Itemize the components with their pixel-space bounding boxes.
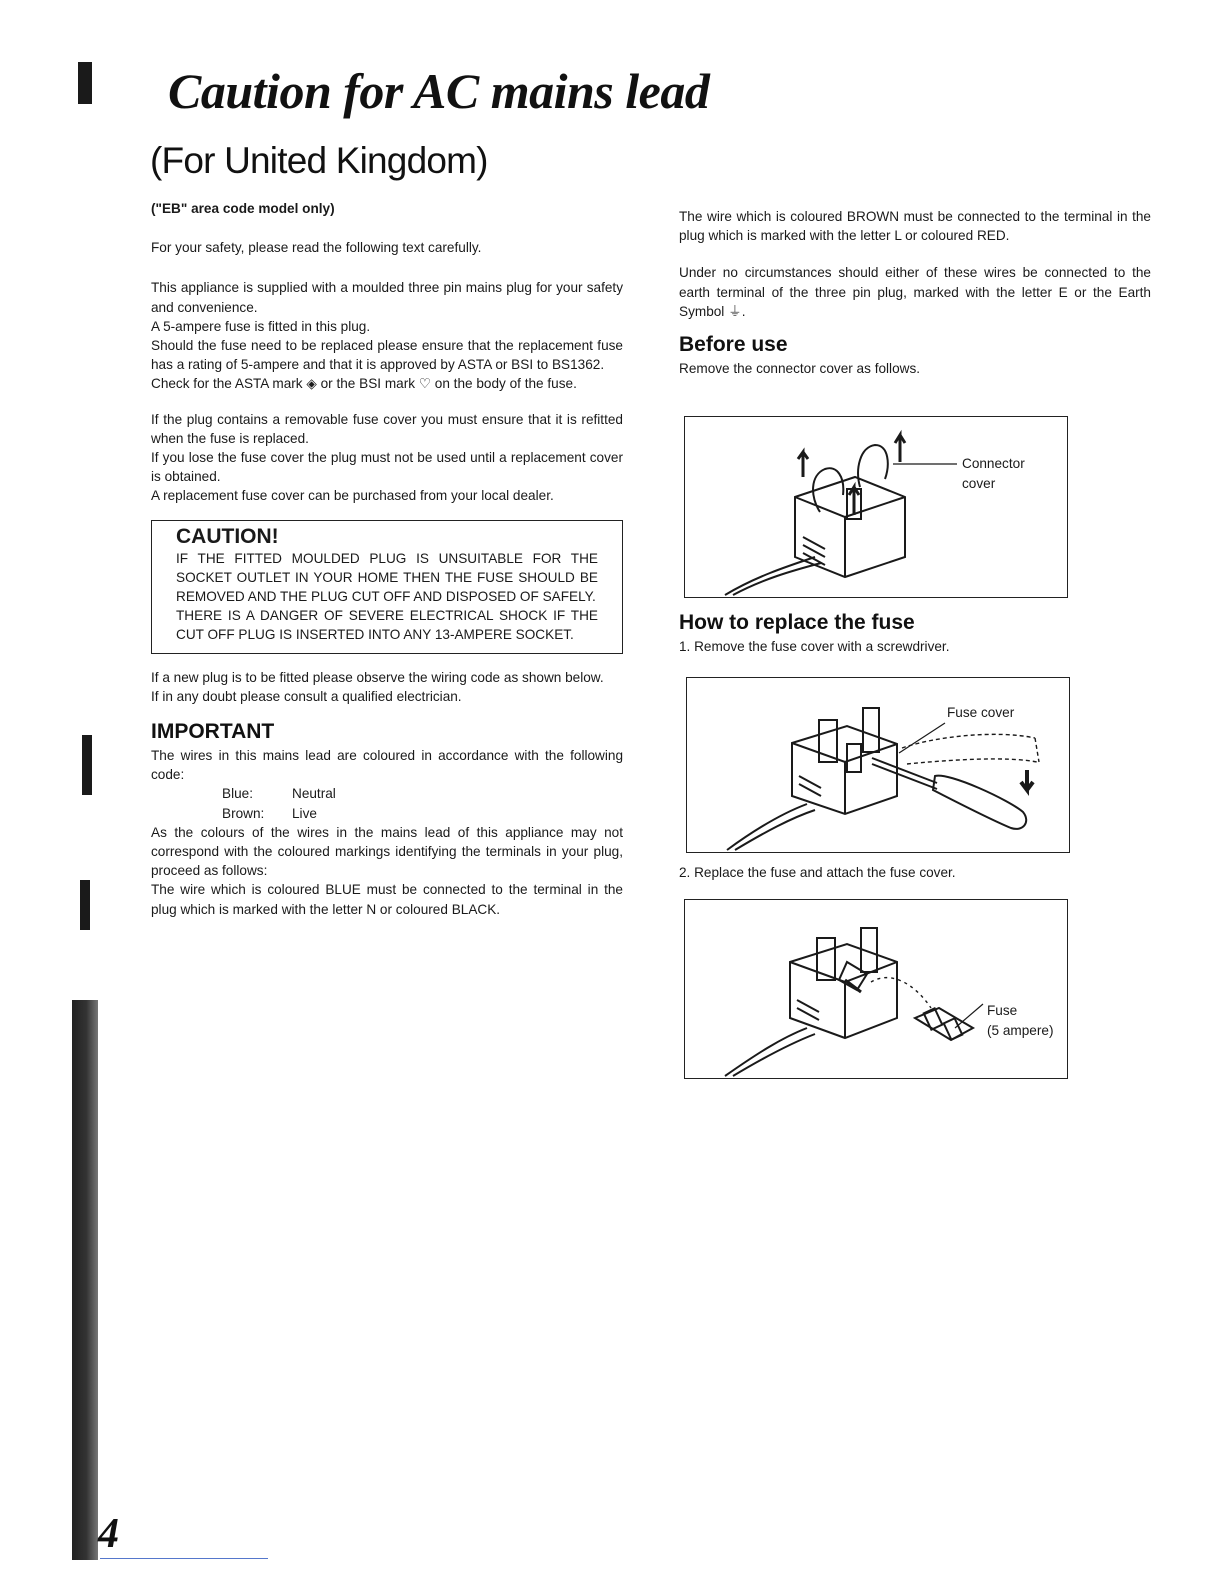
page-subtitle: (For United Kingdom): [150, 140, 488, 181]
caution-text: THERE IS A DANGER OF SEVERE ELECTRICAL SHOCK IF THE CUT OFF PLUG IS INSERTED INTO ANY 13-AMPERE SOCKET.: [176, 608, 598, 643]
wire-code-row: [151, 804, 623, 823]
important-intro: The wires in this mains lead are coloured in accordance with the following code:: [151, 748, 623, 783]
wire-meaning: Live: [292, 805, 317, 821]
fuse-replacement-illustration: [685, 900, 1067, 1078]
fuse-cover-line: If the plug contains a removable fuse cover you must ensure that it is refitted when the fuse is replaced.: [151, 411, 623, 446]
connector-cover-label-line: Connector: [962, 456, 1025, 471]
fuse-label-line: (5 ampere): [987, 1023, 1054, 1038]
footer-rule: [100, 1558, 268, 1559]
before-use-heading: Before use: [679, 333, 788, 357]
replace-fuse-step2-text: 2. Replace the fuse and attach the fuse cover.: [679, 865, 956, 880]
model-note: ("EB" area code model only): [151, 201, 335, 216]
wire-code-row: [151, 784, 623, 803]
new-plug-line: If in any doubt please consult a qualified electrician.: [151, 688, 462, 704]
fuse-label-line: Fuse: [987, 1003, 1018, 1018]
caution-box: [151, 520, 623, 654]
scan-edge-mark: [78, 62, 92, 104]
replace-fuse-section: [679, 611, 1151, 656]
scan-edge-mark: [72, 1000, 98, 1560]
important-text: As the colours of the wires in the mains lead of this appliance may not correspond with the coloured markings identifying the terminals in your plug, proceed as follows:: [151, 824, 623, 879]
important-heading: IMPORTANT: [151, 720, 275, 744]
wire-colour: Brown:: [222, 805, 265, 821]
wire-colour: Blue:: [222, 786, 253, 802]
fuse-cover-label: Fuse cover: [947, 705, 1015, 720]
wire-meaning: Neutral: [292, 786, 336, 802]
new-plug-line: If a new plug is to be fitted please observe the wiring code as shown below.: [151, 669, 604, 685]
left-column: [151, 199, 623, 919]
plug-paragraph-line: This appliance is supplied with a moulded three pin mains plug for your safety and convenience.: [151, 280, 623, 315]
scan-edge-mark: [82, 735, 92, 795]
replace-fuse-step2: [679, 863, 1151, 882]
replace-fuse-step1: 1. Remove the fuse cover with a screwdriver.: [679, 639, 950, 654]
intro-text: For your safety, please read the following text carefully.: [151, 240, 482, 256]
scan-edge-mark: [80, 880, 90, 930]
page-title: Caution for AC mains lead: [168, 63, 710, 119]
remove-fuse-cover-figure: [686, 677, 1070, 853]
fuse-cover-line: A replacement fuse cover can be purchased from your local dealer.: [151, 488, 554, 504]
connector-cover-figure: [684, 416, 1068, 598]
replace-fuse-figure: [684, 899, 1068, 1079]
plug-paragraph-line: Check for the ASTA mark ◈ or the BSI mark ♡ on the body of the fuse.: [151, 376, 577, 392]
page-number: 4: [98, 1511, 119, 1557]
fuse-cover-line: If you lose the fuse cover the plug must not be used until a replacement cover is obtained.: [151, 450, 623, 485]
connector-cover-label-line: cover: [962, 476, 996, 491]
plug-paragraph-line: A 5-ampere fuse is fitted in this plug.: [151, 318, 371, 334]
important-text: The wire which is coloured BLUE must be connected to the terminal in the plug which is marked with the letter N or coloured BLACK.: [151, 882, 623, 917]
before-use-text: Remove the connector cover as follows.: [679, 361, 921, 377]
caution-text: IF THE FITTED MOULDED PLUG IS UNSUITABLE FOR THE SOCKET OUTLET IN YOUR HOME THEN THE FUSE SHOULD BE REMOVED AND THE PLUG CUT OFF AND DISPOSED OF SAFELY.: [176, 550, 598, 605]
right-column: [679, 207, 1151, 378]
plug-paragraph-line: Should the fuse need to be replaced please ensure that the replacement fuse has a rating of 5-ampere and that it is approved by ASTA or BSI to BS1362.: [151, 338, 623, 373]
brown-wire-text: The wire which is coloured BROWN must be connected to the terminal in the plug which is marked with the letter L or coloured RED.: [679, 209, 1151, 244]
connector-cover-label: [962, 454, 1025, 494]
earth-text: Under no circumstances should either of these wires be connected to the earth terminal of the three pin plug, marked with the letter E or the Earth Symbol ⏚.: [679, 265, 1151, 319]
fuse-label: [987, 1001, 1053, 1041]
caution-heading: CAUTION!: [176, 524, 279, 548]
plug-connector-cover-illustration: [685, 417, 1067, 597]
replace-fuse-heading: How to replace the fuse: [679, 611, 915, 634]
